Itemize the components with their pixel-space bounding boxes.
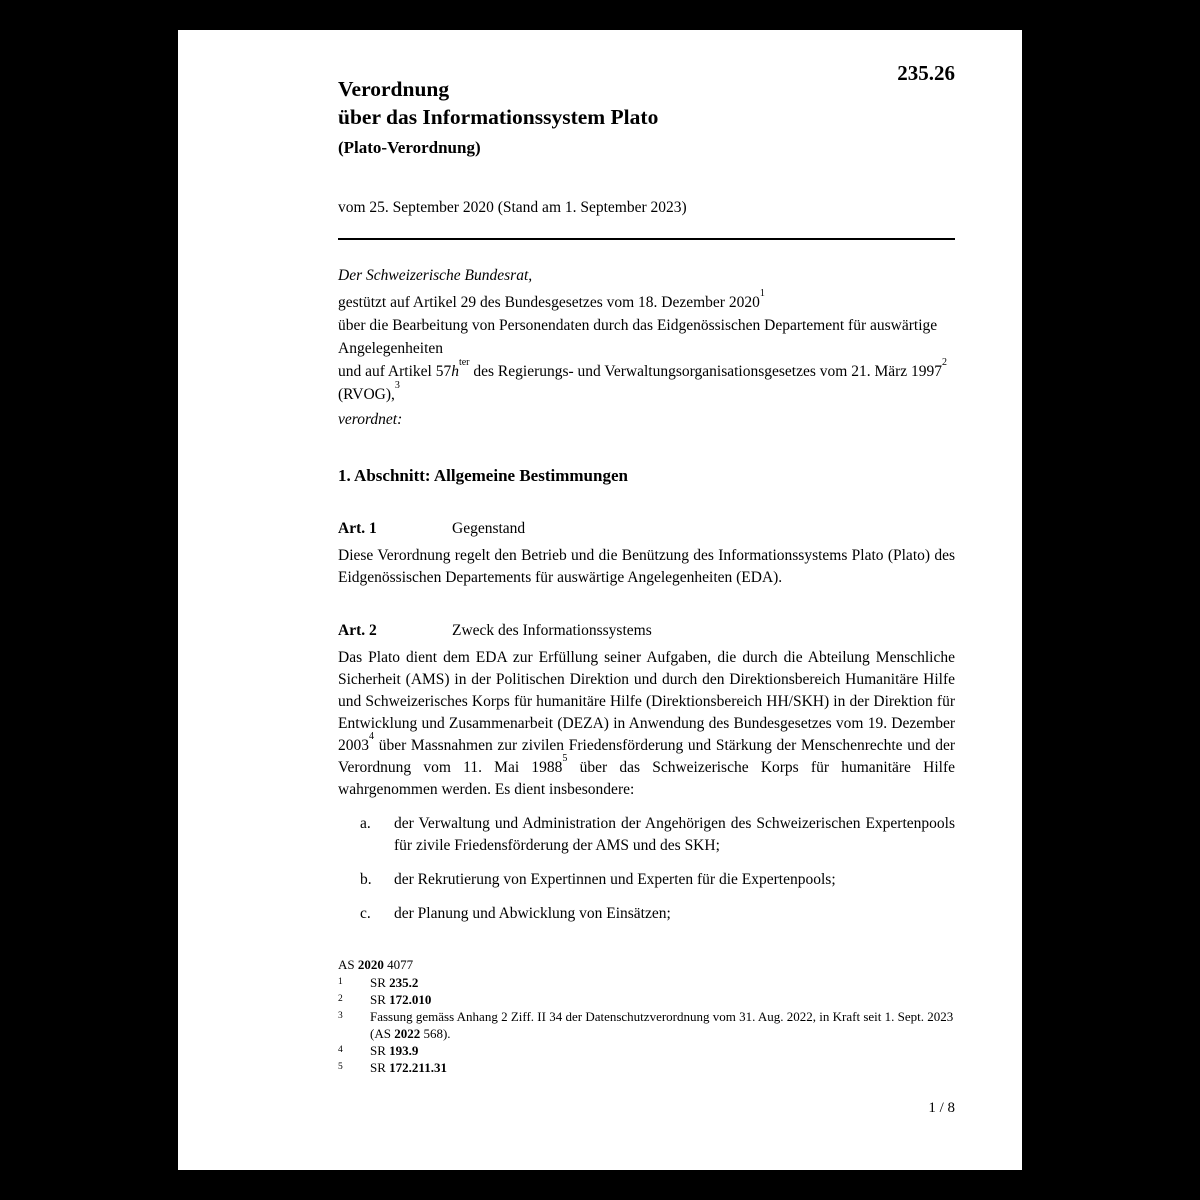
list-item-c-text: der Planung und Abwicklung von Einsätzen; <box>394 905 671 922</box>
footnote-ref-5: 5 <box>562 752 568 764</box>
footnote-5 <box>338 1059 955 1076</box>
article-2-heading <box>338 620 955 641</box>
preamble-line3-ter: ter <box>458 356 470 368</box>
article-2-body-part2: über Massnahmen zur zivilen Friedensförderung und Stärkung der Menschenrechte und der Verordnung vom 11. Mai 1988 <box>338 737 955 776</box>
page-number: 1 / 8 <box>928 1100 955 1116</box>
footnote-1 <box>338 974 955 991</box>
footnote-4-number: 4 <box>338 1045 343 1055</box>
article-2-label: Art. 2 <box>338 622 377 639</box>
preamble-line3-tail: (RVOG), <box>338 386 395 403</box>
footnote-ref-3: 3 <box>394 379 400 391</box>
preamble-line2: über die Bearbeitung von Personendaten durch das Eidgenössischen Departement für auswärtige Angelegenheiten <box>338 317 938 357</box>
list-item-a <box>338 813 955 857</box>
list-item-b-marker: b. <box>360 871 372 888</box>
page-content <box>178 30 1022 1170</box>
footnote-3-bold: 2022 <box>394 1026 421 1041</box>
doc-title-line1: Verordnung <box>338 77 450 101</box>
footnote-5-pre: SR <box>370 1060 390 1075</box>
preamble-line3-pre: und auf Artikel 57 <box>338 363 452 380</box>
list-item-a-marker: a. <box>360 815 371 832</box>
list-item-c <box>338 903 955 925</box>
list-item-c-marker: c. <box>360 905 371 922</box>
footnote-5-number: 5 <box>338 1062 343 1072</box>
article-1-body: Diese Verordnung regelt den Betrieb und die Benützung des Informationssystems Plato (Plato) des Eidgenössischen Departements für auswärtige Angelegenheiten (EDA). <box>338 547 955 586</box>
footnote-as-pre: AS <box>338 957 358 972</box>
article-2-body-part3: über das Schweizerische Korps für humanitäre Hilfe wahrgenommen werden. Es dient insbesondere: <box>338 759 955 798</box>
footnote-5-bold: 172.211.31 <box>389 1060 447 1075</box>
footnotes-block <box>338 956 955 1076</box>
footnote-2 <box>338 991 955 1008</box>
footnote-1-bold: 235.2 <box>389 975 419 990</box>
footnote-3 <box>338 1008 955 1042</box>
footnote-3-text <box>370 1008 955 1042</box>
doc-title <box>338 75 955 131</box>
footnote-1-pre: SR <box>370 975 390 990</box>
doc-subtitle: (Plato-Verordnung) <box>338 138 481 157</box>
footnote-as-tail: 4077 <box>383 957 414 972</box>
preamble-line1 <box>338 287 955 314</box>
footnote-ref-4: 4 <box>369 730 374 742</box>
section-1-heading: 1. Abschnitt: Allgemeine Bestimmungen <box>338 466 628 485</box>
preamble-line3-h: h <box>451 363 459 380</box>
footnote-3-number: 3 <box>338 1011 343 1021</box>
article-2-body-part1: Das Plato dient dem EDA zur Erfüllung seiner Aufgaben, die durch die Abteilung Menschliche Sicherheit (AMS) in der Politischen Direktion und durch den Direktionsbereich Humanitäre Hilfe und Schweizerisches Korps für humanitäre Hilfe (Direktionsbereich HH/SKH) in der Direktion für Entwicklung und Zusammenarbeit (DEZA) in Anwendung des Bundesgesetzes vom 19. Dezember 2003 <box>338 649 955 754</box>
footnote-4-pre: SR <box>370 1043 390 1058</box>
preamble-verordnet: verordnet: <box>338 411 403 428</box>
date-line: vom 25. September 2020 (Stand am 1. September 2023) <box>338 199 687 216</box>
footnote-4-bold: 193.9 <box>389 1043 419 1058</box>
footnote-5-text <box>370 1059 955 1076</box>
footnote-2-number: 2 <box>338 994 343 1004</box>
footnote-4 <box>338 1042 955 1059</box>
footnote-2-bold: 172.010 <box>389 992 432 1007</box>
footnote-3-pre: Fassung gemäss Anhang 2 Ziff. II 34 der Datenschutzverordnung vom 31. Aug. 2022, in Kraft seit 1. Sept. 2023 (AS <box>370 1009 954 1041</box>
footnote-as-bold: 2020 <box>357 957 384 972</box>
article-1-title: Gegenstand <box>452 520 526 537</box>
doc-title-line2: über das Informationssystem Plato <box>338 105 659 129</box>
list-item-b <box>338 869 955 891</box>
title-divider-rule <box>338 238 955 240</box>
footnote-2-text <box>370 991 955 1008</box>
article-1-label: Art. 1 <box>338 520 377 537</box>
article-1-heading <box>338 518 955 539</box>
footnote-1-text <box>370 974 955 991</box>
footnote-ref-1: 1 <box>759 287 765 299</box>
footnote-2-pre: SR <box>370 992 390 1007</box>
article-2-body <box>338 647 955 801</box>
footnote-ref-2: 2 <box>942 356 948 368</box>
doc-number: 235.26 <box>897 61 955 85</box>
preamble-actor: Der Schweizerische Bundesrat, <box>338 267 533 284</box>
preamble-line1-text: gestützt auf Artikel 29 des Bundesgesetzes vom 18. Dezember 2020 <box>338 294 760 311</box>
preamble-line3 <box>338 356 955 406</box>
footnote-3-tail: 568). <box>420 1026 451 1041</box>
document-page <box>178 30 1022 1170</box>
list-item-a-text: der Verwaltung und Administration der Angehörigen des Schweizerischen Expertenpools für zivile Friedensförderung der AMS und des SKH; <box>394 815 955 854</box>
article-2-title: Zweck des Informationssystems <box>452 622 652 639</box>
footnote-as-line <box>338 956 955 973</box>
list-item-b-text: der Rekrutierung von Expertinnen und Experten für die Expertenpools; <box>394 871 836 888</box>
footnote-1-number: 1 <box>338 977 343 987</box>
footnote-4-text <box>370 1042 955 1059</box>
preamble-line3-mid: des Regierungs- und Verwaltungsorganisationsgesetzes vom 21. März 1997 <box>469 363 943 380</box>
